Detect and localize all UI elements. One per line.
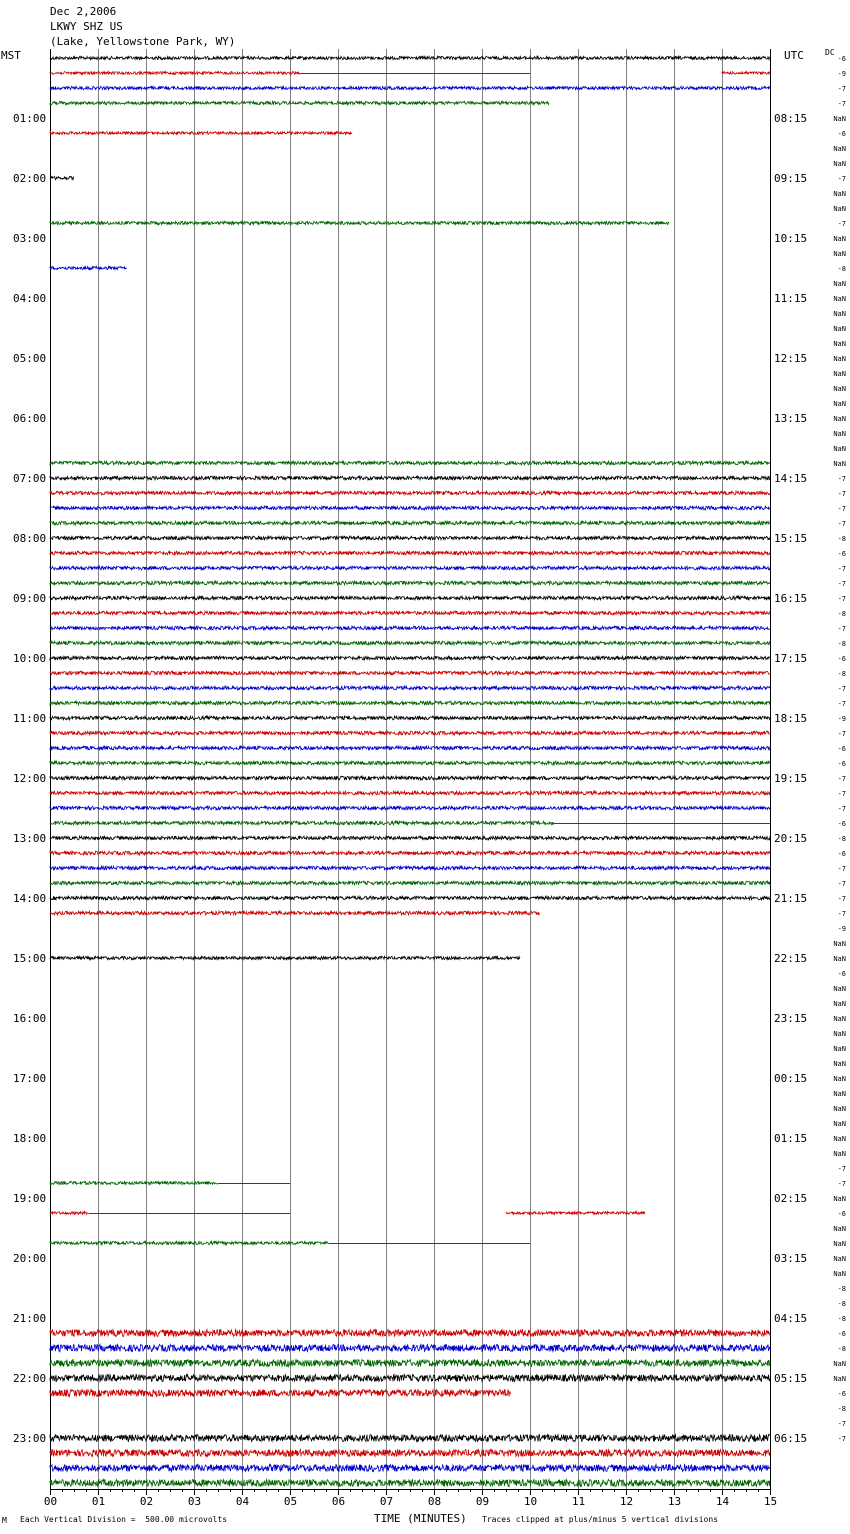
dc-offset-label: NaN (833, 1090, 846, 1098)
trace-red-segment (50, 1390, 511, 1397)
trace-blue-segment (50, 746, 770, 750)
trace-red-segment (50, 731, 770, 735)
hour-label-left: 11:00 (13, 712, 47, 725)
trace-blue-segment (50, 626, 770, 630)
hour-label-left: 10:00 (13, 652, 47, 665)
dc-offset-label: NaN (833, 1255, 846, 1263)
x-tick-label: 02 (139, 1495, 154, 1508)
corner-mark: M (2, 1516, 7, 1525)
dc-offset-label: NaN (833, 1195, 846, 1203)
trace-black-segment (50, 476, 770, 480)
hour-label-right: 10:15 (774, 232, 808, 245)
hour-label-right: 19:15 (774, 772, 808, 785)
x-tick-label: 06 (331, 1495, 346, 1508)
x-tick-label: 14 (715, 1495, 730, 1508)
dc-offset-label: -6 (837, 1330, 846, 1338)
dc-offset-label: -8 (837, 535, 846, 543)
dc-offset-label: -7 (837, 700, 846, 708)
right-zone-label: UTC (784, 49, 804, 62)
trace-green-segment (50, 461, 770, 465)
trace-green-segment (50, 101, 549, 104)
trace-red-segment (50, 851, 770, 855)
hour-label-left: 06:00 (13, 412, 47, 425)
x-tick-label: 01 (91, 1495, 106, 1508)
hour-label-right: 23:15 (774, 1012, 808, 1025)
dc-offset-label: NaN (833, 145, 846, 153)
dc-offset-label: NaN (833, 1225, 846, 1233)
dc-offset-label: NaN (833, 160, 846, 168)
x-tick-label: 05 (283, 1495, 298, 1508)
dc-offset-label: -6 (837, 850, 846, 858)
trace-green-segment (50, 881, 770, 885)
dc-offset-label: -8 (837, 1345, 846, 1353)
dc-offset-label: NaN (833, 1030, 846, 1038)
dc-offset-label: -8 (837, 610, 846, 618)
hour-label-left: 22:00 (13, 1372, 47, 1385)
trace-green-segment (50, 1360, 770, 1367)
trace-green-segment (50, 641, 770, 645)
dc-offset-label: NaN (833, 1150, 846, 1158)
dc-offset-label: -7 (837, 505, 846, 513)
dc-offset-label: -7 (837, 1165, 846, 1173)
dc-offset-label: -7 (837, 730, 846, 738)
dc-offset-label: NaN (833, 460, 846, 468)
hour-label-right: 13:15 (774, 412, 808, 425)
trace-red-segment (50, 611, 770, 615)
trace-red-segment (50, 132, 352, 135)
dc-offset-label: -9 (837, 715, 846, 723)
trace-blue-segment (50, 686, 770, 690)
dc-offset-label: NaN (833, 940, 846, 948)
dc-offset-label: -8 (837, 640, 846, 648)
dc-offset-label: -6 (837, 655, 846, 663)
dc-offset-label: NaN (833, 1015, 846, 1023)
dc-offset-label: NaN (833, 1240, 846, 1248)
dc-offset-label: -8 (837, 265, 846, 273)
dc-offset-label: -7 (837, 865, 846, 873)
trace-black-segment (50, 596, 770, 600)
trace-black-segment (50, 56, 770, 59)
hour-label-left: 04:00 (13, 292, 47, 305)
dc-offset-label: -6 (837, 745, 846, 753)
dc-offset-label: NaN (833, 310, 846, 318)
dc-offset-label: NaN (833, 115, 846, 123)
dc-offset-label: -8 (837, 1300, 846, 1308)
x-tick-label: 07 (379, 1495, 394, 1508)
dc-offset-label: -7 (837, 490, 846, 498)
hour-label-right: 16:15 (774, 592, 808, 605)
trace-red-segment (50, 791, 770, 795)
trace-black-segment (50, 896, 770, 900)
dc-offset-label: -6 (837, 970, 846, 978)
dc-offset-label: NaN (833, 1120, 846, 1128)
hour-label-right: 15:15 (774, 532, 808, 545)
dc-offset-label: NaN (833, 355, 846, 363)
x-axis-title: TIME (MINUTES) (374, 1512, 467, 1525)
hour-label-right: 17:15 (774, 652, 808, 665)
dc-offset-label: NaN (833, 1045, 846, 1053)
trace-red-segment (50, 671, 770, 675)
left-zone-label: MST (1, 49, 21, 62)
dc-offset-label: -8 (837, 835, 846, 843)
dc-offset-label: -7 (837, 1435, 846, 1443)
trace-red-segment (50, 1450, 770, 1457)
hour-label-left: 23:00 (13, 1432, 47, 1445)
dc-offset-label: -7 (837, 595, 846, 603)
trace-black-segment (50, 836, 770, 840)
dc-offset-label: NaN (833, 445, 846, 453)
trace-blue-segment (50, 1465, 770, 1472)
hour-label-left: 21:00 (13, 1312, 47, 1325)
hour-label-right: 22:15 (774, 952, 808, 965)
hour-label-left: 07:00 (13, 472, 47, 485)
trace-black-segment (50, 716, 770, 720)
trace-green-segment (50, 701, 770, 705)
trace-black-segment (50, 656, 770, 660)
hour-label-left: 02:00 (13, 172, 47, 185)
dc-offset-label: NaN (833, 235, 846, 243)
hour-label-left: 09:00 (13, 592, 47, 605)
hour-label-right: 00:15 (774, 1072, 808, 1085)
hour-label-left: 17:00 (13, 1072, 47, 1085)
hour-label-right: 09:15 (774, 172, 808, 185)
trace-red-segment (50, 72, 300, 75)
trace-black-segment (50, 776, 770, 780)
trace-black-segment (50, 956, 520, 959)
dc-offset-label: -7 (837, 790, 846, 798)
hour-label-right: 20:15 (774, 832, 808, 845)
trace-blue-segment (50, 566, 770, 570)
trace-black-segment (50, 536, 770, 540)
trace-red-segment (506, 1212, 645, 1215)
dc-offset-label: NaN (833, 1135, 846, 1143)
trace-green-segment (50, 821, 554, 825)
dc-offset-label: -8 (837, 670, 846, 678)
dc-offset-label: -8 (837, 1315, 846, 1323)
dc-offset-label: -7 (837, 775, 846, 783)
dc-offset-label: -6 (837, 550, 846, 558)
x-tick-label: 12 (619, 1495, 634, 1508)
hour-label-right: 04:15 (774, 1312, 808, 1325)
hour-label-left: 01:00 (13, 112, 47, 125)
trace-red-segment (50, 551, 770, 555)
hour-label-right: 11:15 (774, 292, 808, 305)
dc-offset-label: -7 (837, 220, 846, 228)
dc-offset-label: -7 (837, 685, 846, 693)
hour-label-right: 03:15 (774, 1252, 808, 1265)
dc-offset-label: -8 (837, 1405, 846, 1413)
hour-label-right: 21:15 (774, 892, 808, 905)
dc-offset-label: -7 (837, 580, 846, 588)
dc-offset-label: NaN (833, 1075, 846, 1083)
hour-label-right: 05:15 (774, 1372, 808, 1385)
dc-offset-label: -6 (837, 55, 846, 63)
dc-offset-label: NaN (833, 1060, 846, 1068)
x-tick-label: 13 (667, 1495, 682, 1508)
trace-blue-segment (50, 267, 127, 270)
x-tick-label: 08 (427, 1495, 442, 1508)
dc-offset-label: -9 (837, 70, 846, 78)
trace-green-segment (50, 1241, 328, 1244)
trace-red-segment (50, 491, 770, 495)
dc-offset-label: NaN (833, 295, 846, 303)
dc-offset-label: NaN (833, 1000, 846, 1008)
trace-red-segment (50, 1330, 770, 1337)
hour-label-left: 13:00 (13, 832, 47, 845)
dc-offset-label: -8 (837, 1285, 846, 1293)
dc-offset-label: NaN (833, 1105, 846, 1113)
hour-label-left: 15:00 (13, 952, 47, 965)
dc-offset-label: NaN (833, 1270, 846, 1278)
hour-label-left: 14:00 (13, 892, 47, 905)
hour-label-left: 03:00 (13, 232, 47, 245)
hour-label-right: 12:15 (774, 352, 808, 365)
hour-label-right: 08:15 (774, 112, 808, 125)
trace-green-segment (50, 761, 770, 765)
dc-offset-label: -7 (837, 1420, 846, 1428)
trace-blue-segment (50, 806, 770, 810)
dc-offset-label: -6 (837, 1390, 846, 1398)
dc-offset-label: -6 (837, 1210, 846, 1218)
hour-label-right: 14:15 (774, 472, 808, 485)
dc-offset-label: NaN (833, 340, 846, 348)
x-tick-label: 03 (187, 1495, 202, 1508)
x-tick-label: 11 (571, 1495, 586, 1508)
dc-offset-label: -6 (837, 820, 846, 828)
header-date: Dec 2,2006 (50, 5, 117, 18)
dc-offset-label: NaN (833, 415, 846, 423)
trace-red-segment (50, 911, 540, 915)
trace-black-segment (50, 1435, 770, 1442)
trace-green-segment (50, 221, 669, 224)
dc-offset-label: NaN (833, 400, 846, 408)
trace-black-segment (50, 1375, 770, 1382)
dc-offset-label: -6 (837, 760, 846, 768)
dc-offset-label: -7 (837, 100, 846, 108)
dc-offset-label: -7 (837, 520, 846, 528)
hour-label-right: 06:15 (774, 1432, 808, 1445)
dc-offset-label: -7 (837, 625, 846, 633)
dc-offset-label: -7 (837, 475, 846, 483)
dc-offset-label: -7 (837, 1180, 846, 1188)
dc-offset-label: NaN (833, 985, 846, 993)
dc-offset-label: NaN (833, 205, 846, 213)
trace-green-segment (50, 1480, 770, 1487)
dc-offset-label: NaN (833, 430, 846, 438)
trace-red-segment (50, 1212, 88, 1215)
dc-offset-label: NaN (833, 250, 846, 258)
hour-label-left: 18:00 (13, 1132, 47, 1145)
hour-label-left: 16:00 (13, 1012, 47, 1025)
hour-label-left: 08:00 (13, 532, 47, 545)
hour-label-left: 12:00 (13, 772, 47, 785)
clip-note: Traces clipped at plus/minus 5 vertical divisions (482, 1515, 719, 1524)
x-tick-label: 00 (43, 1495, 58, 1508)
hour-label-left: 20:00 (13, 1252, 47, 1265)
trace-blue-segment (50, 1345, 770, 1352)
vertical-division-note: Each Vertical Division = 500.00 microvolts (20, 1515, 228, 1524)
hour-label-left: 19:00 (13, 1192, 47, 1205)
dc-offset-label: NaN (833, 1360, 846, 1368)
dc-offset-label: NaN (833, 385, 846, 393)
trace-red-segment (722, 72, 770, 75)
trace-blue-segment (50, 506, 770, 510)
dc-offset-label: -9 (837, 925, 846, 933)
x-tick-label: 09 (475, 1495, 490, 1508)
hour-label-right: 02:15 (774, 1192, 808, 1205)
dc-offset-label: -7 (837, 910, 846, 918)
dc-offset-label: -7 (837, 805, 846, 813)
hour-label-right: 01:15 (774, 1132, 808, 1145)
dc-offset-label: -7 (837, 880, 846, 888)
trace-green-segment (50, 1181, 218, 1184)
hour-label-left: 05:00 (13, 352, 47, 365)
dc-offset-label: NaN (833, 955, 846, 963)
trace-blue-segment (50, 86, 770, 89)
x-tick-label: 04 (235, 1495, 250, 1508)
hour-label-right: 18:15 (774, 712, 808, 725)
dc-offset-label: NaN (833, 370, 846, 378)
trace-green-segment (50, 581, 770, 585)
header-location: (Lake, Yellowstone Park, WY) (50, 35, 236, 48)
header-station: LKWY SHZ US (50, 20, 123, 33)
dc-offset-label: -7 (837, 895, 846, 903)
dc-offset-label: NaN (833, 1375, 846, 1383)
dc-offset-label: NaN (833, 280, 846, 288)
dc-offset-label: NaN (833, 325, 846, 333)
dc-offset-label: -7 (837, 565, 846, 573)
dc-offset-label: -6 (837, 130, 846, 138)
x-tick-label: 15 (763, 1495, 778, 1508)
dc-offset-label: -7 (837, 175, 846, 183)
dc-offset-label: -7 (837, 85, 846, 93)
dc-offset-label: NaN (833, 190, 846, 198)
trace-blue-segment (50, 866, 770, 870)
trace-green-segment (50, 521, 770, 525)
dc-label: DC (825, 48, 835, 57)
trace-black-segment (50, 177, 74, 180)
x-tick-label: 10 (523, 1495, 538, 1508)
